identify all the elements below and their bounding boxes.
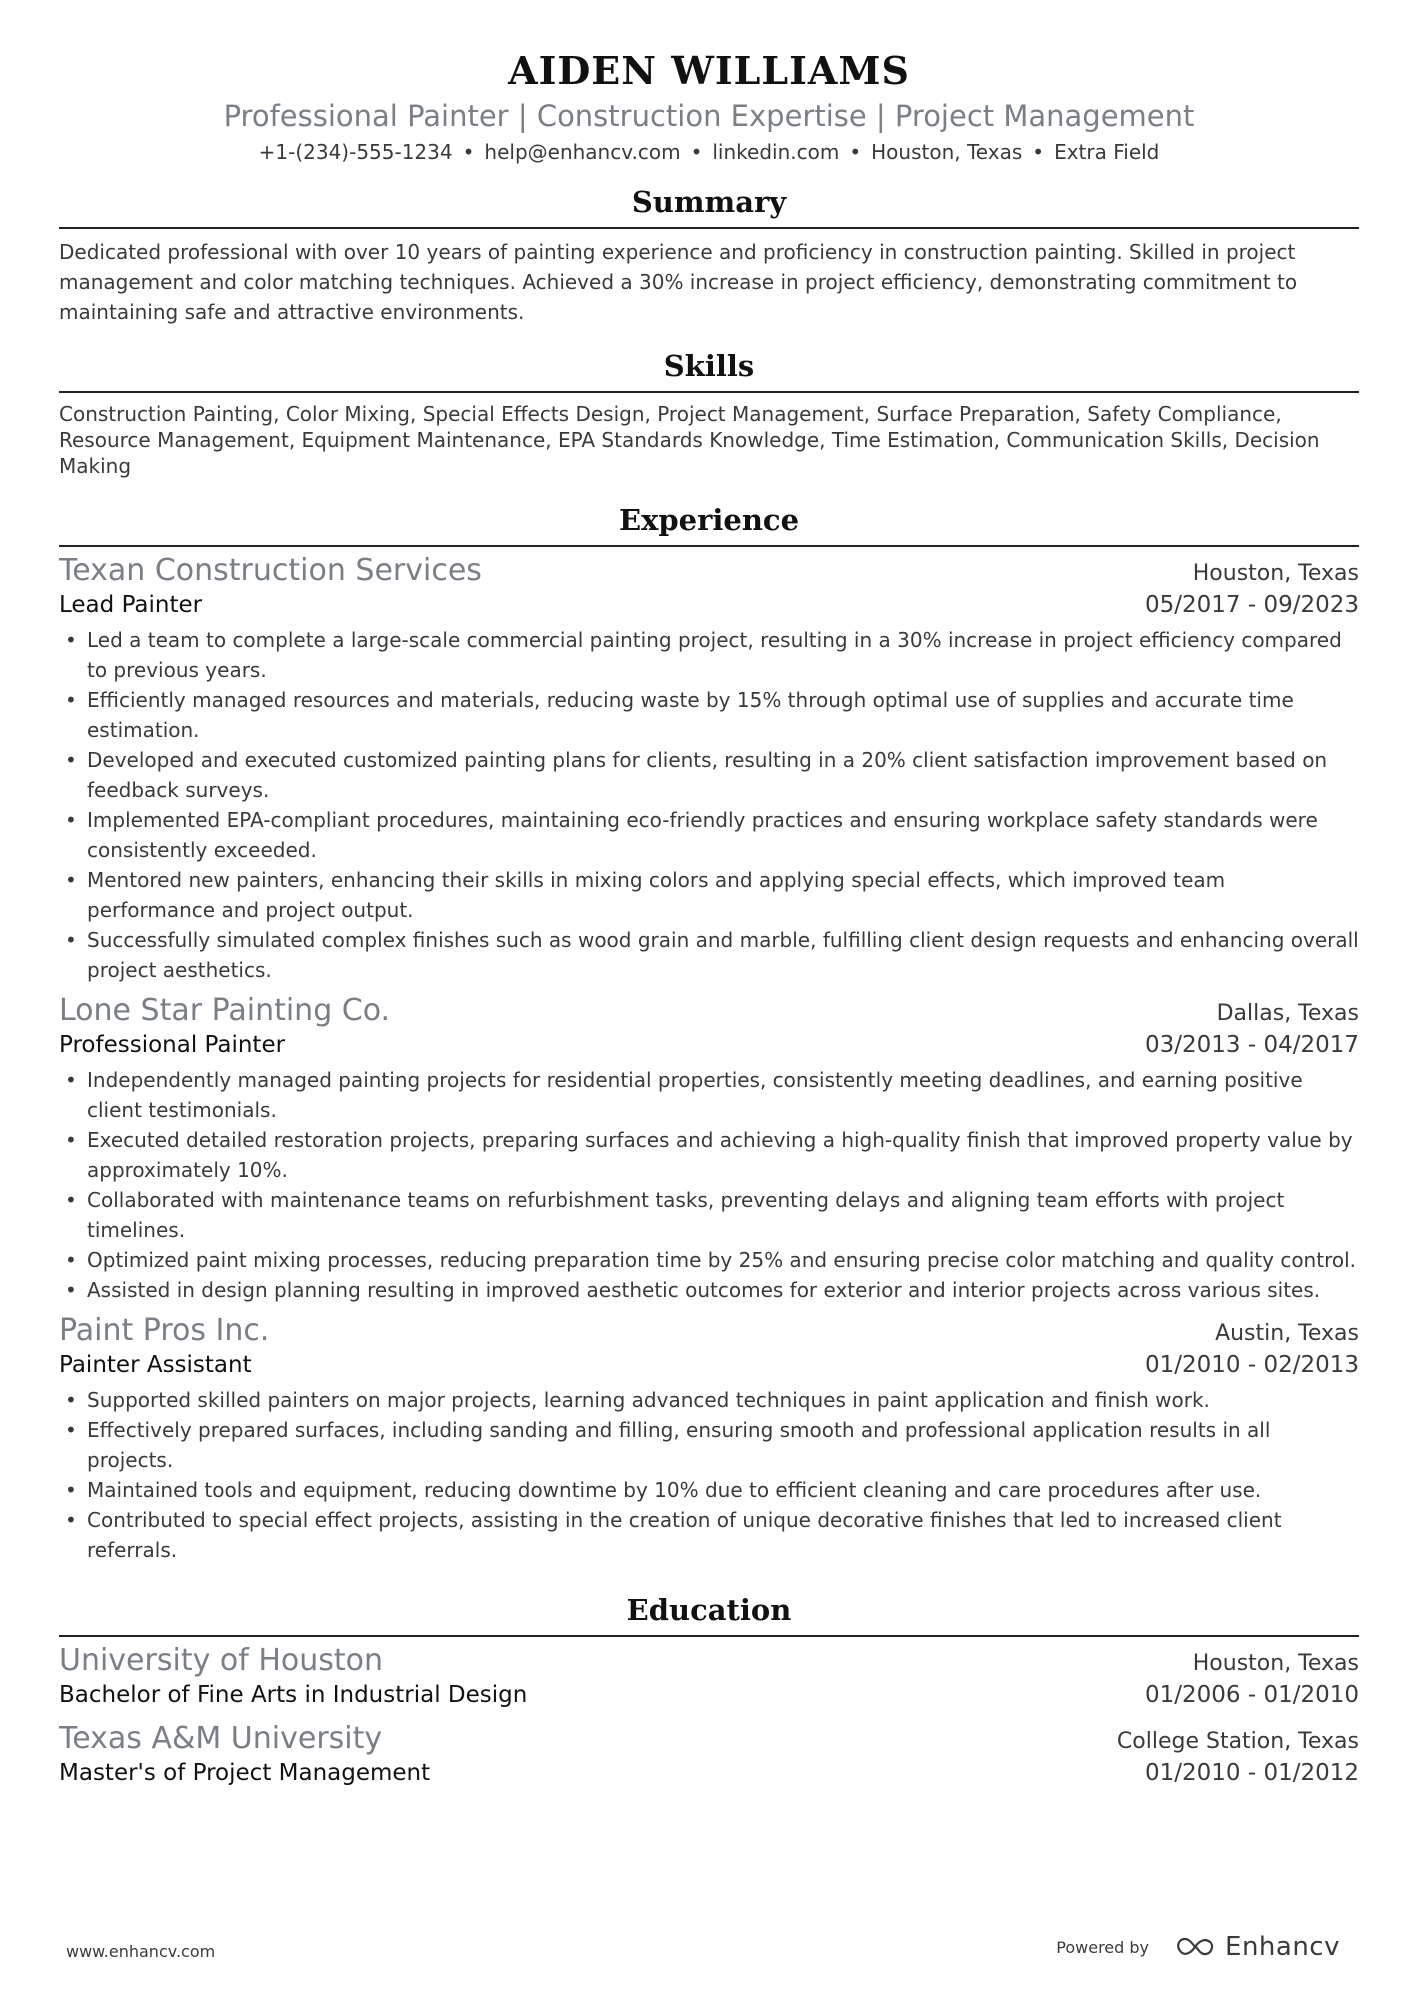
company-name: Texan Construction Services xyxy=(59,553,482,588)
education-section xyxy=(59,1591,1359,1789)
powered-by-label: Powered by xyxy=(1056,1937,1150,1957)
school-name: University of Houston xyxy=(59,1643,384,1678)
enhancv-brand-name: Enhancv xyxy=(1225,1932,1340,1962)
contact-separator: • xyxy=(462,140,475,164)
section-divider xyxy=(59,391,1359,393)
job-bullet: • Efficiently managed resources and materials, reducing waste by 15% through optimal use of supplies and accurate time estimation. xyxy=(59,685,1359,745)
candidate-tagline: Professional Painter | Construction Expertise | Project Management xyxy=(223,99,1195,133)
experience-entry xyxy=(59,1313,1359,1565)
job-bullet: • Contributed to special effect projects, assisting in the creation of unique decorative finishes that led to increased client referrals. xyxy=(59,1505,1359,1565)
job-title: Lead Painter xyxy=(59,592,203,618)
experience-entry xyxy=(59,993,1359,1305)
job-bullet: • Executed detailed restoration projects, preparing surfaces and achieving a high-quality finish that improved property value by approximately 10%. xyxy=(59,1125,1359,1185)
job-bullet: • Successfully simulated complex finishes such as wood grain and marble, fulfilling client design requests and enhancing overall project aesthetics. xyxy=(59,925,1359,985)
job-title: Painter Assistant xyxy=(59,1352,252,1378)
section-divider xyxy=(59,227,1359,229)
summary-text: Dedicated professional with over 10 years of painting experience and proficiency in construction painting. Skilled in project management and color matching techniques. Achieved a 30% increase in project efficiency, demonstrating commitment to maintaining safe and attractive environments. xyxy=(59,240,1298,324)
footer-website-link[interactable]: www.enhancv.com xyxy=(66,1942,216,1961)
job-dates: 05/2017 - 09/2023 xyxy=(1144,592,1359,618)
job-bullets xyxy=(59,1065,1359,1305)
contact-separator: • xyxy=(849,140,862,164)
contact-extra-field: Extra Field xyxy=(1054,140,1160,164)
job-bullet: • Implemented EPA-compliant procedures, maintaining eco-friendly practices and ensuring workplace safety standards were consistently exceeded. xyxy=(59,805,1359,865)
education-entry xyxy=(59,1721,1359,1789)
footer-branding xyxy=(1056,1932,1340,1962)
job-location: Houston, Texas xyxy=(1192,561,1359,586)
education-dates: 01/2006 - 01/2010 xyxy=(1144,1682,1359,1708)
experience-section xyxy=(59,501,1359,1565)
contact-location: Houston, Texas xyxy=(871,140,1023,164)
job-bullet: • Assisted in design planning resulting in improved aesthetic outcomes for exterior and interior projects across various sites. xyxy=(59,1275,1359,1305)
contact-phone: +1-(234)-555-1234 xyxy=(258,140,453,164)
job-bullet: • Optimized paint mixing processes, reducing preparation time by 25% and ensuring precise color matching and quality control. xyxy=(59,1245,1359,1275)
resume-header xyxy=(59,0,1359,166)
job-bullets xyxy=(59,625,1359,985)
school-location: Houston, Texas xyxy=(1192,1651,1359,1676)
resume-page xyxy=(59,0,1359,1789)
section-title-skills: Skills xyxy=(663,349,755,383)
job-location: Austin, Texas xyxy=(1215,1321,1359,1346)
experience-entry xyxy=(59,553,1359,985)
company-name: Lone Star Painting Co. xyxy=(59,993,391,1028)
job-bullet: • Collaborated with maintenance teams on refurbishment tasks, preventing delays and aligning team efforts with project timelines. xyxy=(59,1185,1359,1245)
enhancv-logo-icon xyxy=(1175,1935,1217,1959)
section-title-experience: Experience xyxy=(618,503,800,537)
education-dates: 01/2010 - 01/2012 xyxy=(1144,1760,1359,1786)
section-divider xyxy=(59,1635,1359,1637)
job-bullet: • Mentored new painters, enhancing their skills in mixing colors and applying special effects, which improved team performance and project output. xyxy=(59,865,1359,925)
job-location: Dallas, Texas xyxy=(1216,1001,1359,1026)
candidate-name: AIDEN WILLIAMS xyxy=(508,48,910,93)
section-divider xyxy=(59,545,1359,547)
degree: Bachelor of Fine Arts in Industrial Design xyxy=(59,1682,528,1708)
job-bullet: • Maintained tools and equipment, reducing downtime by 10% due to efficient cleaning and care procedures after use. xyxy=(59,1475,1359,1505)
education-entry xyxy=(59,1643,1359,1711)
school-location: College Station, Texas xyxy=(1116,1729,1359,1754)
contact-separator: • xyxy=(690,140,703,164)
job-bullets xyxy=(59,1385,1359,1565)
job-bullet: • Developed and executed customized painting plans for clients, resulting in a 20% client satisfaction improvement based on feedback surveys. xyxy=(59,745,1359,805)
job-bullet: • Independently managed painting projects for residential properties, consistently meeting deadlines, and earning positive client testimonials. xyxy=(59,1065,1359,1125)
job-bullet: • Supported skilled painters on major projects, learning advanced techniques in paint application and finish work. xyxy=(59,1385,1359,1415)
degree: Master's of Project Management xyxy=(59,1760,431,1786)
skills-section xyxy=(59,347,1359,479)
contact-linkedin[interactable]: linkedin.com xyxy=(712,140,840,164)
job-dates: 03/2013 - 04/2017 xyxy=(1144,1032,1359,1058)
contact-line xyxy=(59,138,1359,166)
summary-section xyxy=(59,183,1359,327)
school-name: Texas A&M University xyxy=(59,1721,383,1756)
section-title-summary: Summary xyxy=(631,185,787,219)
skills-text: Construction Painting, Color Mixing, Special Effects Design, Project Management, Surface Preparation, Safety Compliance, Resource Management, Equipment Maintenance, EPA Standards Knowledge, Time Estimation, Communication Skills, Decision Making xyxy=(59,402,1320,478)
contact-separator: • xyxy=(1032,140,1045,164)
job-bullet: • Led a team to complete a large-scale commercial painting project, resulting in a 30% increase in project efficiency compared to previous years. xyxy=(59,625,1359,685)
section-title-education: Education xyxy=(626,1593,792,1627)
company-name: Paint Pros Inc. xyxy=(59,1313,270,1348)
job-title: Professional Painter xyxy=(59,1032,286,1058)
job-bullet: • Effectively prepared surfaces, including sanding and filling, ensuring smooth and professional application results in all projects. xyxy=(59,1415,1359,1475)
job-dates: 01/2010 - 02/2013 xyxy=(1144,1352,1359,1378)
contact-email[interactable]: help@enhancv.com xyxy=(484,140,681,164)
